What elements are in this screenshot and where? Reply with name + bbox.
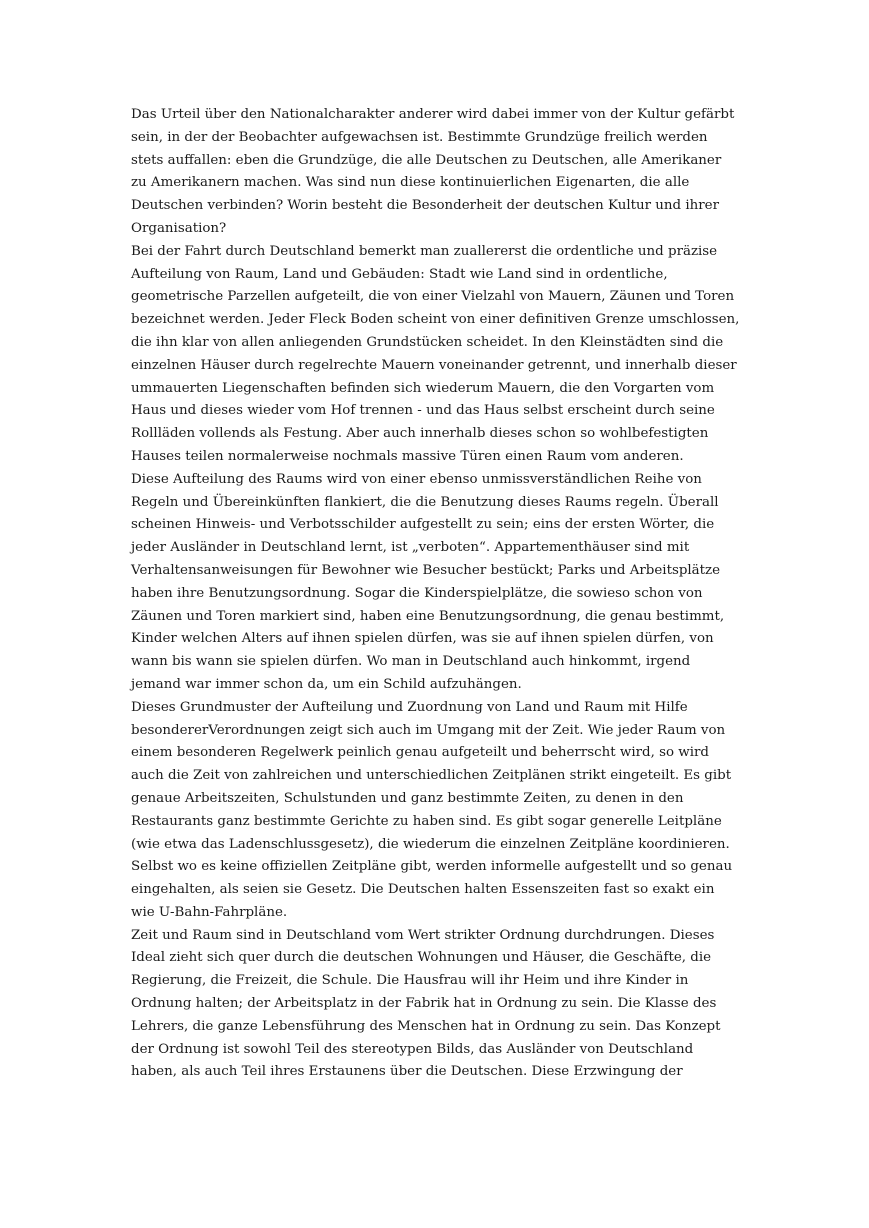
paragraph-2: Bei der Fahrt durch Deutschland bemerkt man zuallererst die ordentliche und präzise Aufteilung von Raum, Land und Gebäuden: Stadt wie Land sind in ordentliche, geometrische Parzellen aufgeteilt, die von einer Vielzahl von Mauern, Zäunen und Toren bezeichnet werden. Jeder Fleck Boden scheint von einer definitiven Grenze umschlossen, die ihn klar von allen anliegenden Grundstücken scheidet. In den Kleinstädten sind die einzelnen Häuser durch regelrechte Mauern voneinander getrennt, und innerhalb dieser ummauerten Liegenschaften befinden sich wiederum Mauern, die den Vorgarten vom Haus und dieses wieder vom Hof trennen - und das Haus selbst erscheint durch seine Rollläden vollends als Festung. Aber auch innerhalb dieses schon so wohlbefestigten Hauses teilen normalerweise nochmals massive Türen einen Raum vom anderen. [131,243,740,464]
body-text [131,104,741,1084]
paragraph-1: Das Urteil über den Nationalcharakter anderer wird dabei immer von der Kultur gefärbt sein, in der der Beobachter aufgewachsen ist. Bestimmte Grundzüge freilich werden stets auffallen: eben die Grundzüge, die alle Deutschen zu Deutschen, alle Amerikaner zu Amerikanern machen. Was sind nun diese kontinuierlichen Eigenarten, die alle Deutschen verbinden? Worin besteht die Besonderheit der deutschen Kultur und ihrer Organisation? [131,107,735,236]
paragraph-3: Diese Aufteilung des Raums wird von einer ebenso unmissverständlichen Reihe von Regeln und Übereinkünften flankiert, die die Benutzung dieses Raums regeln. Überall scheinen Hinweis- und Verbotsschilder aufgestellt zu sein; eins der ersten Wörter, die jeder Ausländer in Deutschland lernt, ist „verboten“. Appartementhäuser sind mit Verhaltensanweisungen für Bewohner wie Besucher bestückt; Parks und Arbeitsplätze haben ihre Benutzungsordnung. Sogar die Kinderspielplätze, die sowieso schon von Zäunen und Toren markiert sind, haben eine Benutzungsordnung, die genau bestimmt, Kinder welchen Alters auf ihnen spielen dürfen, was sie auf ihnen spielen dürfen, von wann bis wann sie spielen dürfen. Wo man in Deutschland auch hinkommt, irgend jemand war immer schon da, um ein Schild aufzuhängen. [131,471,725,692]
paragraph-5: Zeit und Raum sind in Deutschland vom Wert strikter Ordnung durchdrungen. Dieses Ideal zieht sich quer durch die deutschen Wohnungen und Häuser, die Geschäfte, die Regierung, die Freizeit, die Schule. Die Hausfrau will ihr Heim und ihre Kinder in Ordnung halten; der Arbeitsplatz in der Fabrik hat in Ordnung zu sein. Die Klasse des Lehrers, die ganze Lebensführung des Menschen hat in Ordnung zu sein. Das Konzept der Ordnung ist sowohl Teil des stereotypen Bilds, das Ausländer von Deutschland haben, als auch Teil ihres Erstaunens über die Deutschen. Diese Erzwingung der [131,927,721,1080]
paragraph-4: Dieses Grundmuster der Aufteilung und Zuordnung von Land und Raum mit Hilfe besondererVerordnungen zeigt sich auch im Umgang mit der Zeit. Wie jeder Raum von einem besonderen Regelwerk peinlich genau aufgeteilt und beherrscht wird, so wird auch die Zeit von zahlreichen und unterschiedlichen Zeitplänen strikt eingeteilt. Es gibt genaue Arbeitszeiten, Schulstunden und ganz bestimmte Zeiten, zu denen in den Restaurants ganz bestimmte Gerichte zu haben sind. Es gibt sogar generelle Leitpläne (wie etwa das Ladenschlussgesetz), die wiederum die einzelnen Zeitpläne koordinieren. Selbst wo es keine offiziellen Zeitpläne gibt, werden informelle aufgestellt und so genau eingehalten, als seien sie Gesetz. Die Deutschen halten Essenszeiten fast so exakt ein wie U-Bahn-Fahrpläne. [131,699,733,920]
